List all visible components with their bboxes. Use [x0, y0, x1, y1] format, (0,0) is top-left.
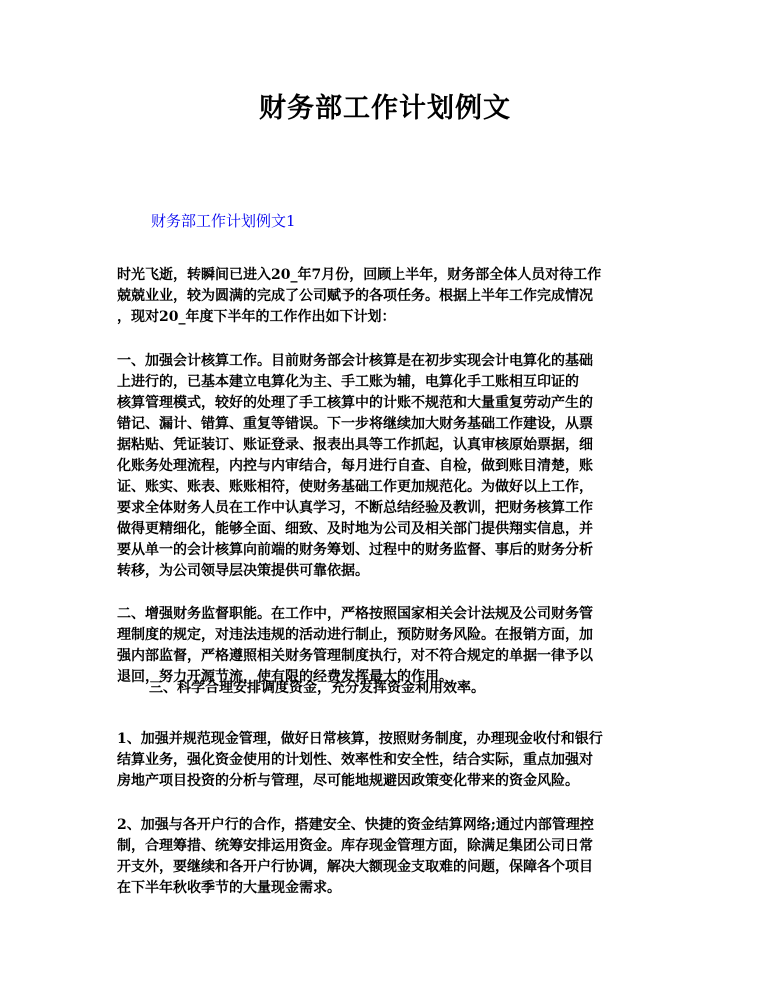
page-title: 财务部工作计划例文: [259, 93, 511, 124]
paragraph-line: 退回，努力开源节流，使有限的经费发挥最大的作用。: [117, 669, 453, 685]
intro-paragraph: [117, 265, 657, 328]
paragraph-line: 一、加强会计核算工作。目前财务部会计核算是在初步实现会计电算化的基础: [117, 353, 593, 369]
paragraph-line: 在下半年秋收季节的大量现金需求。: [117, 880, 341, 896]
section-subtitle: 财务部工作计划例文1: [151, 212, 296, 230]
section-three-heading: [117, 678, 657, 699]
paragraph-line: ，现对20_年度下半年的工作作出如下计划：: [117, 309, 396, 325]
paragraph-line: 制，合理筹措、统筹安排运用资金。库存现金管理方面，除满足集团公司日常: [117, 838, 593, 854]
paragraph-line: 证、账实、账表、账账相符，使财务基础工作更加规范化。为做好以上工作，: [117, 479, 593, 495]
paragraph-line: 结算业务，强化资金使用的计划性、效率性和安全性，结合实际，重点加强对: [117, 752, 593, 768]
paragraph-line: 化账务处理流程，内控与内审结合，每月进行自查、自检，做到账目清楚，账: [117, 458, 593, 474]
paragraph-line: 核算管理模式，较好的处理了手工核算中的计账不规范和大量重复劳动产生的: [117, 395, 593, 411]
paragraph-line: 要求全体财务人员在工作中认真学习，不断总结经验及教训，把财务核算工作: [117, 500, 593, 516]
paragraph-line: 强内部监督，严格遵照相关财务管理制度执行，对不符合规定的单据一律予以: [117, 648, 593, 664]
paragraph-line: 做得更精细化，能够全面、细致、及时地为公司及相关部门提供翔实信息，并: [117, 521, 593, 537]
item-one-paragraph: [117, 729, 657, 792]
section-one-paragraph: [117, 351, 657, 582]
paragraph-line: 房地产项目投资的分析与管理，尽可能地规避因政策变化带来的资金风险。: [117, 773, 579, 789]
paragraph-line: 1、加强并规范现金管理，做好日常核算，按照财务制度，办理现金收付和银行: [117, 731, 603, 747]
paragraph-line: 三、科学合理安排调度资金，充分发挥资金利用效率。: [149, 680, 485, 696]
paragraph-line: 转移，为公司领导层决策提供可靠依据。: [117, 563, 369, 579]
paragraph-line: 时光飞逝，转瞬间已进入20_年7月份，回顾上半年，财务部全体人员对待工作: [117, 267, 602, 283]
paragraph-line: 理制度的规定，对违法违规的活动进行制止，预防财务风险。在报销方面，加: [117, 627, 593, 643]
paragraph-line: 开支外，要继续和各开户行协调，解决大额现金支取难的问题，保障各个项目: [117, 859, 593, 875]
item-two-paragraph: [117, 815, 657, 899]
section-two-paragraph: [117, 604, 657, 688]
paragraph-line: 据粘贴、凭证装订、账证登录、报表出具等工作抓起，认真审核原始票据，细: [117, 437, 593, 453]
paragraph-line: 上进行的，已基本建立电算化为主、手工账为辅，电算化手工账相互印证的: [117, 374, 579, 390]
paragraph-line: 2、加强与各开户行的合作，搭建安全、快捷的资金结算网络;通过内部管理控: [117, 817, 594, 833]
paragraph-line: 二、增强财务监督职能。在工作中，严格按照国家相关会计法规及公司财务管: [117, 606, 593, 622]
paragraph-line: 兢兢业业，较为圆满的完成了公司赋予的各项任务。根据上半年工作完成情况: [117, 288, 593, 304]
paragraph-line: 要从单一的会计核算向前端的财务筹划、过程中的财务监督、事后的财务分析: [117, 542, 593, 558]
paragraph-line: 错记、漏计、错算、重复等错误。下一步将继续加大财务基础工作建设，从票: [117, 416, 593, 432]
